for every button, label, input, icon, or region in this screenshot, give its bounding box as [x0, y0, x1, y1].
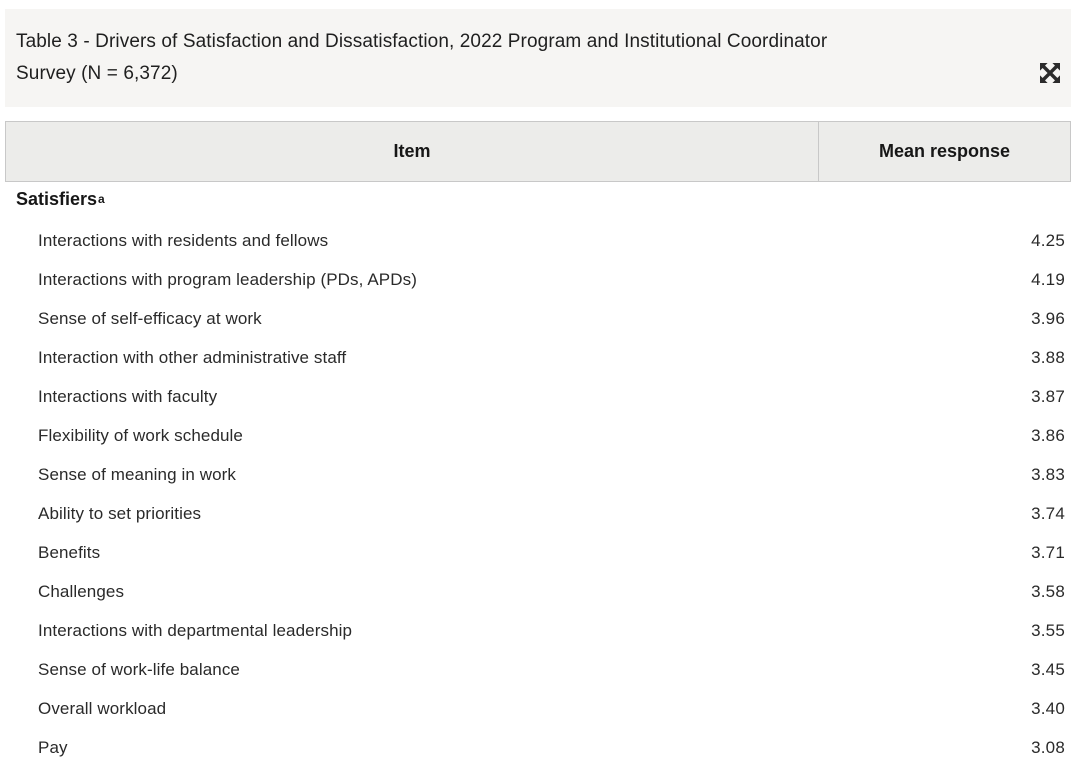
table-header — [5, 121, 1071, 182]
table-row — [5, 377, 1071, 416]
expand-arrows-icon — [1038, 73, 1062, 88]
mean-value: 3.96 — [1031, 308, 1065, 328]
item-label: Flexibility of work schedule — [38, 425, 243, 445]
mean-value: 3.74 — [1031, 503, 1065, 523]
table-row — [5, 728, 1071, 767]
item-label: Ability to set priorities — [38, 503, 202, 523]
mean-value: 4.19 — [1031, 269, 1065, 289]
mean-value: 4.25 — [1031, 230, 1065, 250]
mean-value: 3.08 — [1031, 737, 1065, 757]
table-row — [5, 260, 1071, 299]
column-header-item: Item — [6, 122, 819, 181]
mean-value: 3.55 — [1031, 620, 1065, 640]
mean-value: 3.87 — [1031, 386, 1065, 406]
table-row — [5, 299, 1071, 338]
table-row — [5, 650, 1071, 689]
section-rows — [5, 221, 1071, 767]
item-label: Sense of meaning in work — [38, 464, 237, 484]
item-label: Overall workload — [38, 698, 167, 718]
table-row — [5, 455, 1071, 494]
item-label: Interaction with other administrative staff — [38, 347, 347, 367]
table-caption — [5, 9, 1071, 107]
table-row — [5, 611, 1071, 650]
item-label: Challenges — [38, 581, 125, 601]
table-row — [5, 221, 1071, 260]
table-row — [5, 338, 1071, 377]
section-header-row: Satisfiers a — [16, 188, 105, 209]
mean-value: 3.58 — [1031, 581, 1065, 601]
mean-value: 3.40 — [1031, 698, 1065, 718]
table-row — [5, 689, 1071, 728]
expand-button[interactable] — [1037, 60, 1063, 86]
item-label: Pay — [38, 737, 68, 757]
item-label: Sense of self-efficacy at work — [38, 308, 262, 328]
table-row — [5, 533, 1071, 572]
item-label: Interactions with faculty — [38, 386, 218, 406]
mean-value: 3.45 — [1031, 659, 1065, 679]
mean-value: 3.71 — [1031, 542, 1065, 562]
item-label: Interactions with program leadership (PDs, APDs) — [38, 269, 417, 289]
section-label: Satisfiers — [16, 188, 98, 209]
mean-value: 3.88 — [1031, 347, 1065, 367]
table-title-line1: Table 3 - Drivers of Satisfaction and Dissatisfaction, 2022 Program and Institutional Coordinator — [16, 31, 828, 52]
mean-value: 3.83 — [1031, 464, 1065, 484]
column-header-mean: Mean response — [878, 141, 1011, 161]
table-body — [5, 184, 1071, 767]
table-row — [5, 494, 1071, 533]
item-label: Benefits — [38, 542, 101, 562]
table-row — [5, 572, 1071, 611]
item-label: Sense of work-life balance — [38, 659, 240, 679]
mean-value: 3.86 — [1031, 425, 1065, 445]
table-row — [5, 416, 1071, 455]
item-label: Interactions with residents and fellows — [38, 230, 329, 250]
item-label: Interactions with departmental leadership — [38, 620, 353, 640]
table-title-line2: Survey (N = 6,372) — [16, 63, 178, 84]
